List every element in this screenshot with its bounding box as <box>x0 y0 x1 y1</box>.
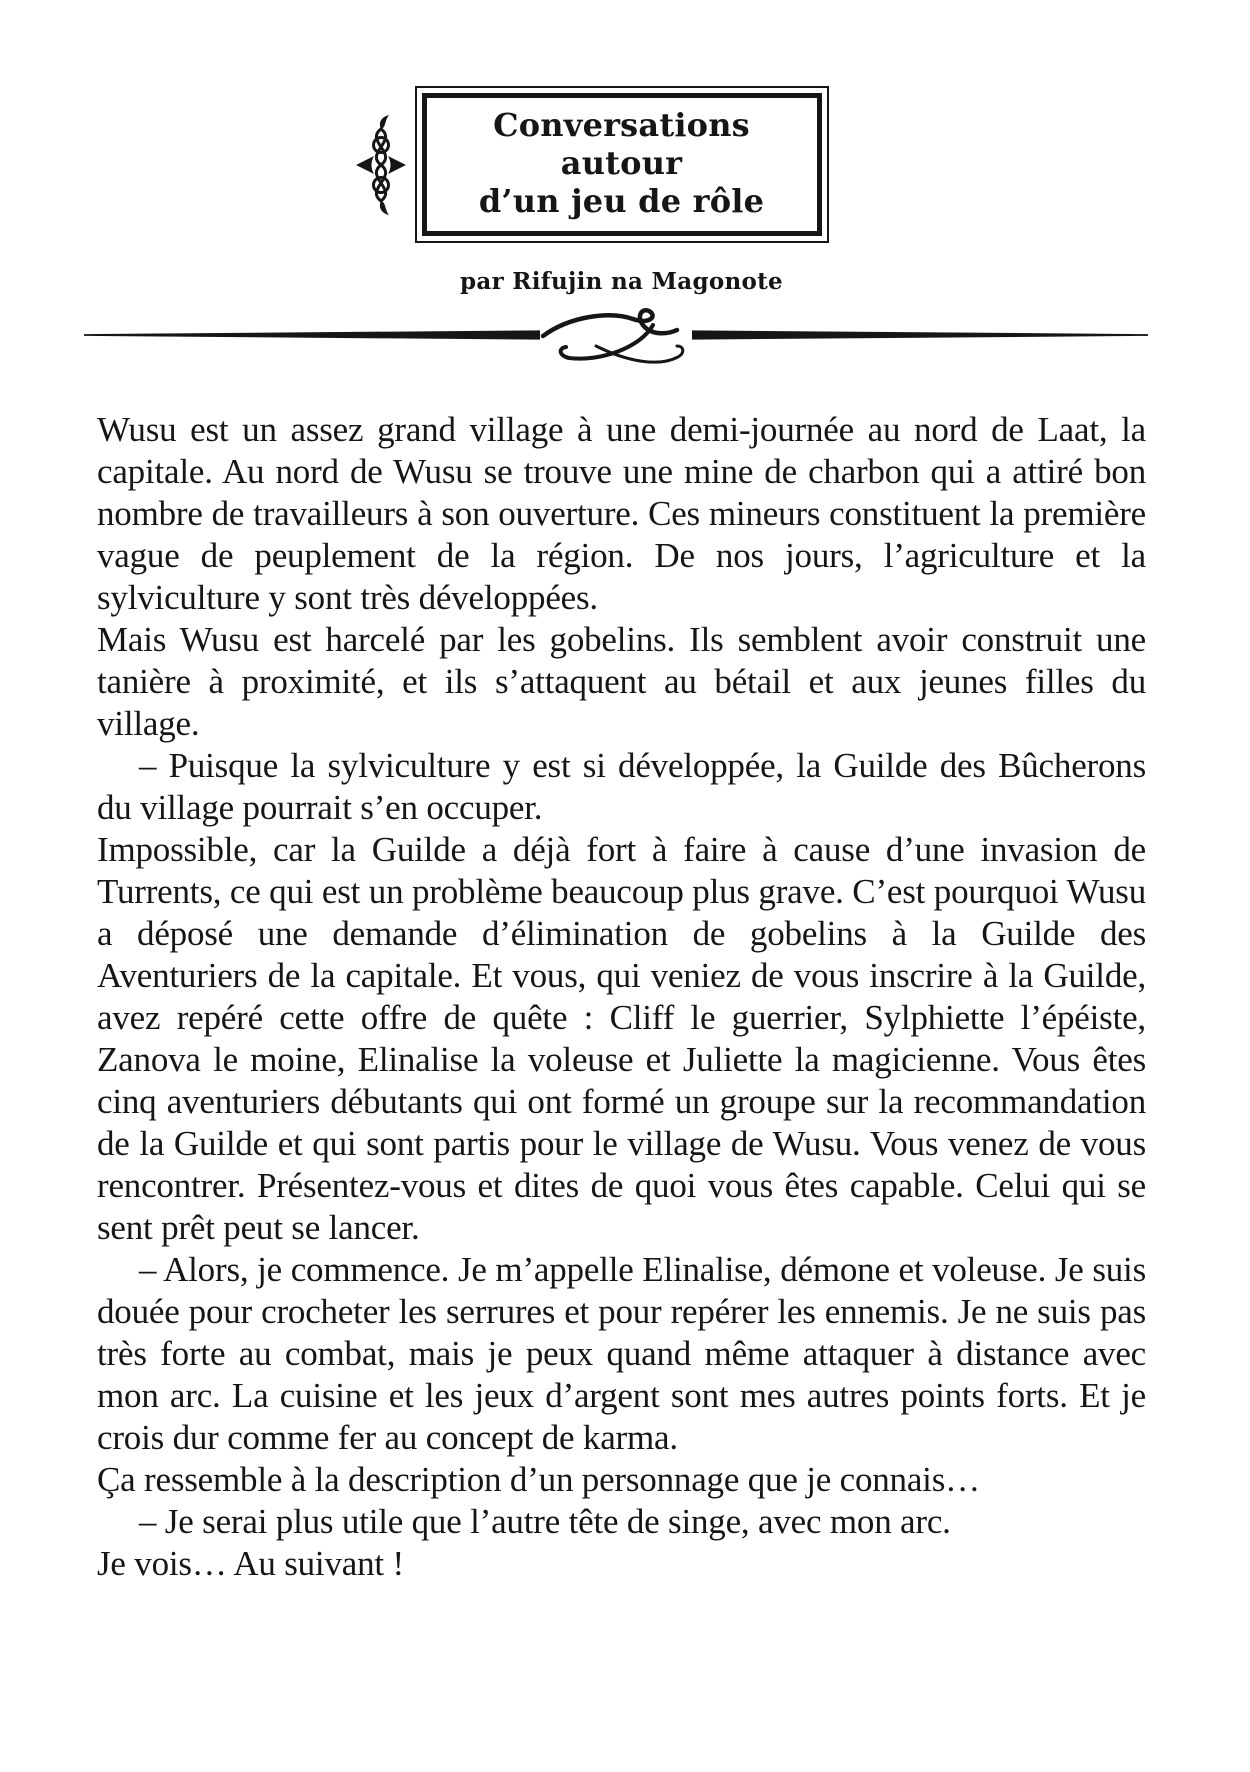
paragraph: Mais Wusu est harcelé par les gobelins. Ils semblent avoir construit une tanière à proximité, et ils s’attaquent au bétail et aux jeunes filles du village. <box>97 620 1146 743</box>
page-title <box>439 106 805 220</box>
page-body <box>97 409 1146 1585</box>
author-byline: par Rifujin na Magonote <box>459 268 783 295</box>
calligraphic-swirl-icon <box>540 307 692 371</box>
paragraph: – Alors, je commence. Je m’appelle Elinalise, démone et voleuse. Je suis douée pour crocheter les serrures et pour repérer les ennemis. Je ne suis pas très forte au combat, mais je peux quand même attaquer à distance avec mon arc. La cuisine et les jeux d’argent sont mes autres points forts. Et je crois dur comme fer au concept de karma. <box>97 1250 1146 1457</box>
paragraph: Je vois… Au suivant ! <box>97 1544 404 1583</box>
paragraph: Ça ressemble à la description d’un personnage que je connais… <box>97 1460 980 1499</box>
divider-line-right <box>692 330 1148 340</box>
chapter-title-box-inner <box>422 93 822 236</box>
fleuron-ornament-icon <box>352 114 410 216</box>
title-box-wrap <box>415 86 829 243</box>
paragraph: Impossible, car la Guilde a déjà fort à faire à cause d’une invasion de Turrents, ce qui est un problème beaucoup plus grave. C’est pourquoi Wusu a déposé une demande d’élimination de gobelins à la Guilde des Aventuriers de la capitale. Et vous, qui veniez de vous inscrire à la Guilde, avez repéré cette offre de quête : Cliff le guerrier, Sylphiette l’épéiste, Zanova le moine, Elinalise la voleuse et Juliette la magicienne. Vous êtes cinq aventuriers débutants qui ont formé un groupe sur la recommandation de la Guilde et qui sont partis pour le village de Wusu. Vous venez de vous rencontrer. Présentez-vous et dites de quoi vous êtes capable. Celui qui se sent prêt peut se lancer. <box>97 830 1146 1247</box>
chapter-title-box <box>415 86 829 243</box>
paragraph: Wusu est un assez grand village à une demi-journée au nord de Laat, la capitale. Au nord de Wusu se trouve une mine de charbon qui a attiré bon nombre de travailleurs à son ouverture. Ces mineurs constituent la première vague de peuplement de la région. De nos jours, l’agriculture et la sylviculture y sont très développées. <box>97 410 1146 617</box>
title-line-2: d’un jeu de rôle <box>478 182 765 220</box>
section-divider <box>84 307 1148 371</box>
chapter-header <box>97 86 1146 297</box>
title-line-1: Conversations autour <box>493 106 750 182</box>
paragraph: – Puisque la sylviculture y est si développée, la Guilde des Bûcherons du village pourrait s’en occuper. <box>97 746 1146 827</box>
paragraph: – Je serai plus utile que l’autre tête de singe, avec mon arc. <box>139 1502 951 1541</box>
divider-line-left <box>84 330 540 340</box>
